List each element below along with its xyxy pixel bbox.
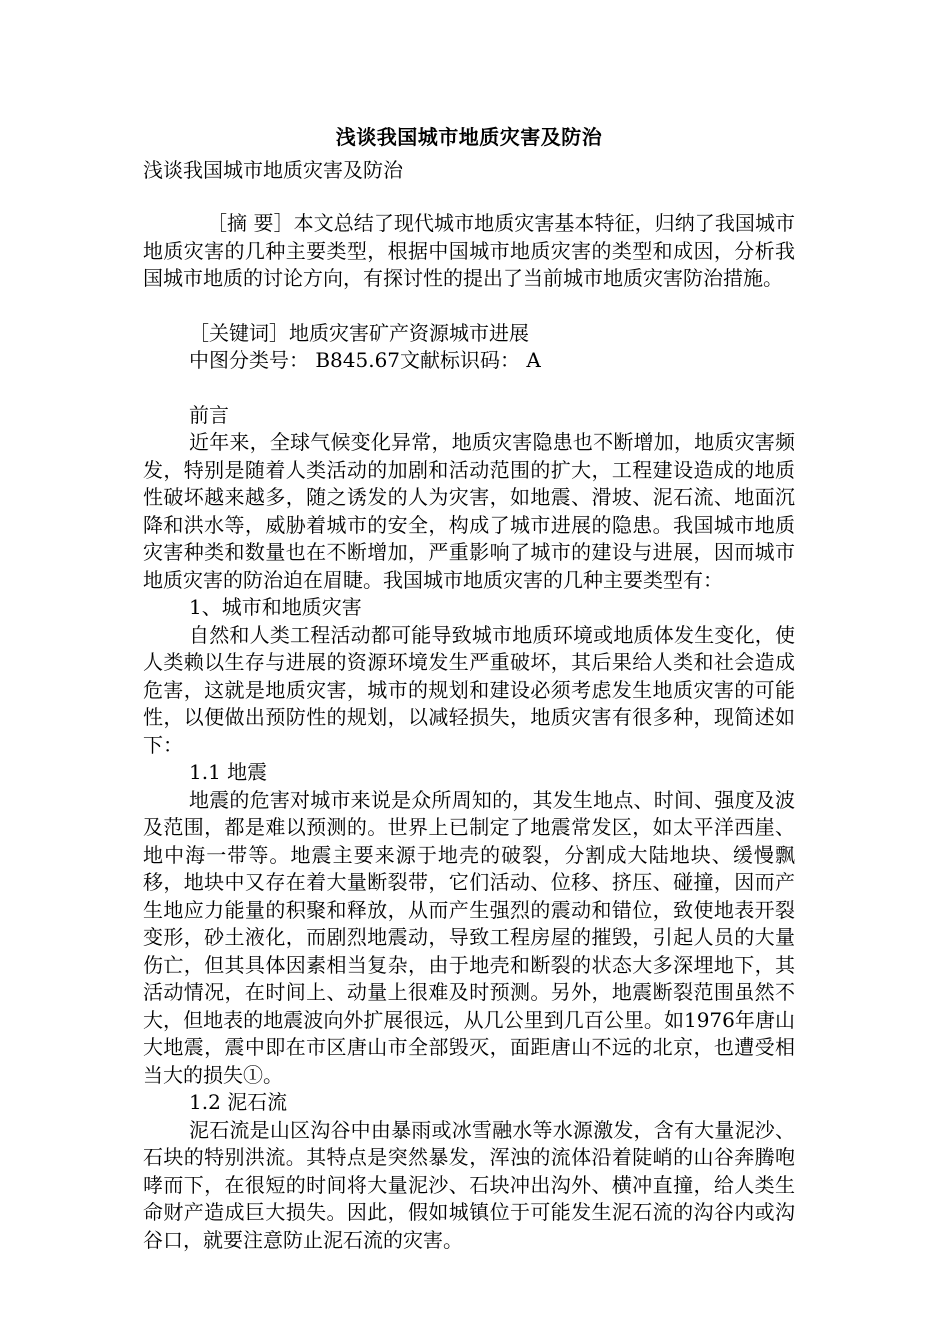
keywords-line: ［关键词］地质灾害矿产资源城市进展 bbox=[189, 320, 529, 345]
preface-heading: 前言 bbox=[189, 402, 229, 427]
document-subtitle: 浅谈我国城市地质灾害及防治 bbox=[143, 158, 403, 182]
preface-paragraph: 近年来，全球气候变化异常，地质灾害隐患也不断增加，地质灾害频发，特别是随着人类活动的加剧和活动范围的扩大，工程建设造成的地质性破坏越来越多，随之诱发的人为灾害，如地震、滑坡、泥石流、地面沉降和洪水等，威胁着城市的安全，构成了城市进展的隐患。我国城市地质灾害种类和数量也在不断增加，严重影响了城市的建设与进展，因而城市地质灾害的防治迫在眉睫。我国城市地质灾害的几种主要类型有： bbox=[143, 430, 795, 592]
section-1-2-heading: 1.2 泥石流 bbox=[189, 1090, 288, 1114]
section-1-paragraph: 自然和人类工程活动都可能导致城市地质环境或地质体发生变化，使人类赖以生存与进展的资源环境发生严重破坏，其后果给人类和社会造成危害，这就是地质灾害，城市的规划和建设必须考虑发生地质灾害的可能性，以便做出预防性的规划，以减轻损失，地质灾害有很多种，现简述如下： bbox=[143, 622, 795, 757]
section-1-1-heading: 1.1 地震 bbox=[189, 760, 268, 784]
document-page bbox=[143, 118, 795, 1254]
document-title: 浅谈我国城市地质灾害及防治 bbox=[335, 125, 603, 149]
abstract-paragraph: ［摘 要］本文总结了现代城市地质灾害基本特征，归纳了我国城市地质灾害的几种主要类型，根据中国城市地质灾害的类型和成因，分析我国城市地质的讨论方向，有探讨性的提出了当前城市地质灾害防治措施。 bbox=[143, 211, 795, 290]
section-1-1-paragraph: 地震的危害对城市来说是众所周知的，其发生地点、时间、强度及波及范围，都是难以预测的。世界上已制定了地震常发区，如太平洋西崖、地中海一带等。地震主要来源于地壳的破裂，分割成大陆地块、缓慢飘移，地块中又存在着大量断裂带，它们活动、位移、挤压、碰撞，因而产生地应力能量的积聚和释放，从而产生强烈的震动和错位，致使地表开裂变形，砂土液化，而剧烈地震动，导致工程房屋的摧毁，引起人员的大量伤亡，但其具体因素相当复杂，由于地壳和断裂的状态大多深埋地下，其活动情况，在时间上、动量上很难及时预测。另外，地震断裂范围虽然不大，但地表的地震波向外扩展很远，从几公里到几百公里。如1976年唐山大地震，震中即在市区唐山市全部毁灭，面距唐山不远的北京，也遭受相当大的损失①。 bbox=[143, 787, 795, 1087]
section-1-2-paragraph: 泥石流是山区沟谷中由暴雨或冰雪融水等水源激发，含有大量泥沙、石块的特别洪流。其特点是突然暴发，浑浊的流体沿着陡峭的山谷奔腾咆哮而下，在很短的时间将大量泥沙、石块冲出沟外、横冲直撞，给人类生命财产造成巨大损失。因此，假如城镇位于可能发生泥石流的沟谷内或沟谷口，就要注意防止泥石流的灾害。 bbox=[143, 1117, 795, 1252]
classification-line: 中图分类号： B845.67文献标识码： A bbox=[189, 348, 541, 372]
section-1-heading: 1、城市和地质灾害 bbox=[189, 595, 362, 619]
